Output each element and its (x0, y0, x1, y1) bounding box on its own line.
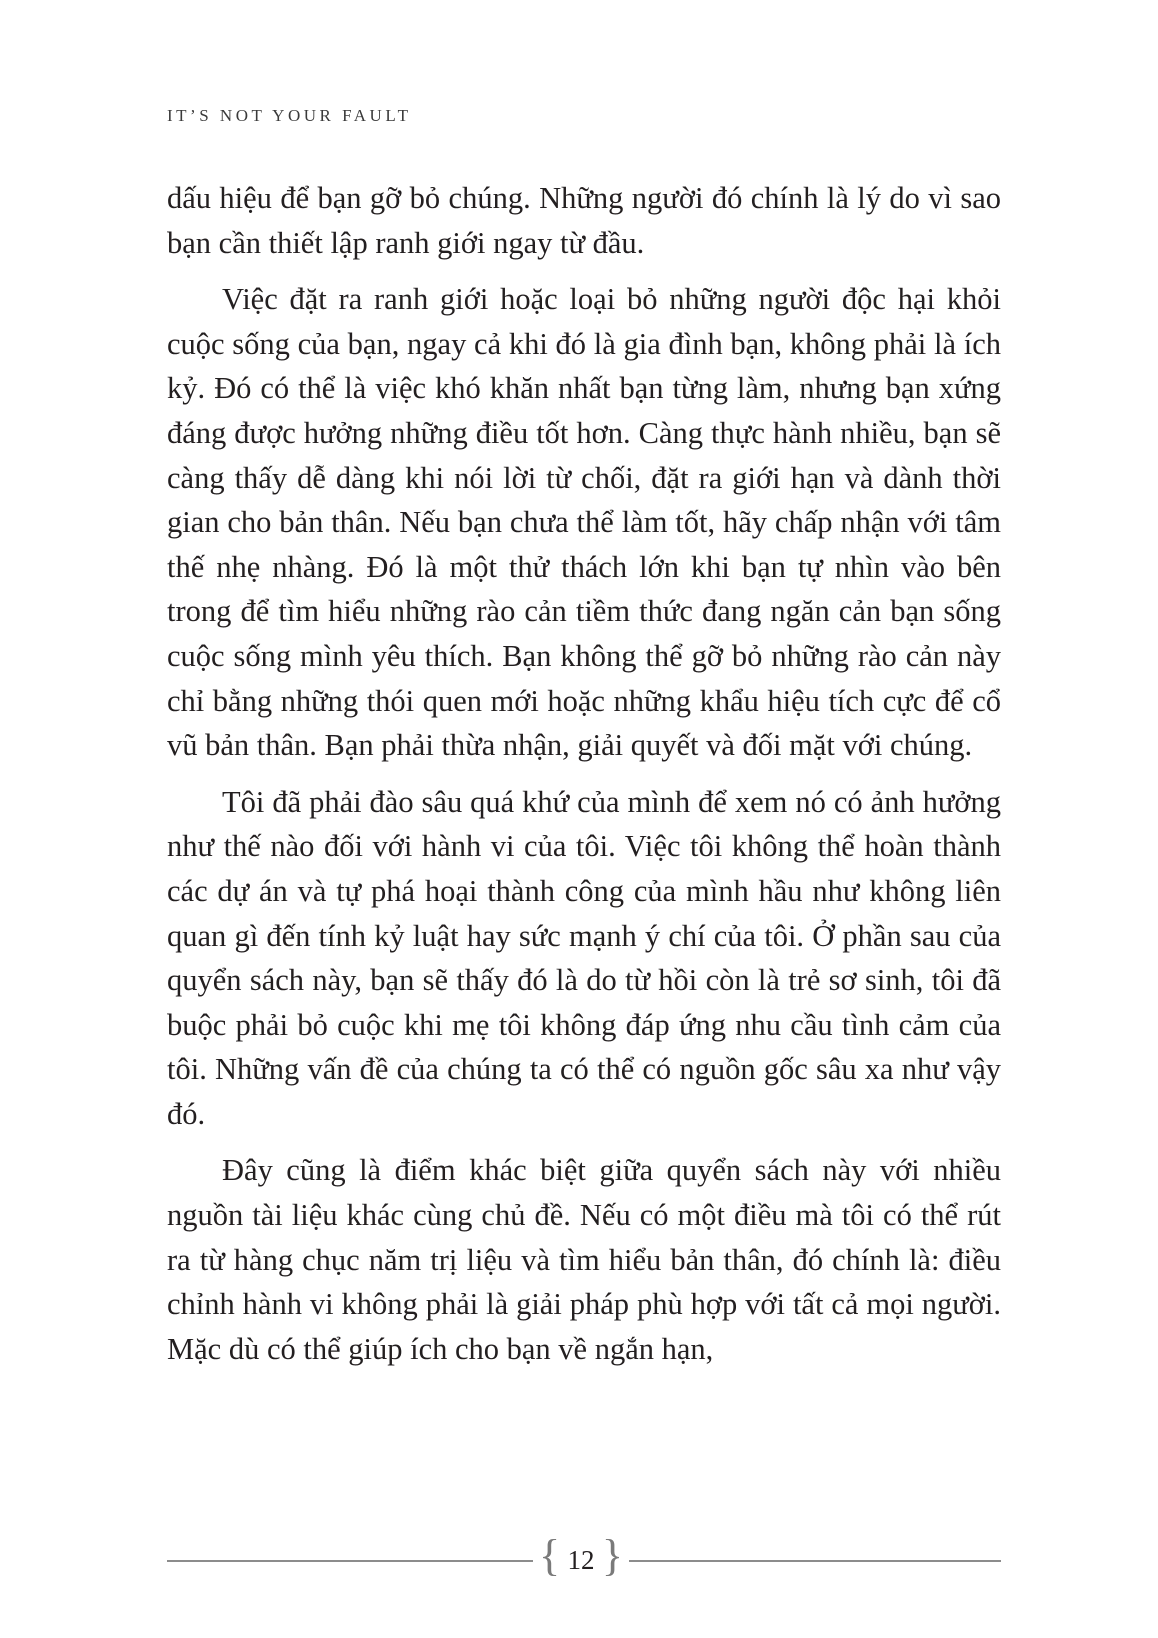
body-text (167, 176, 1001, 1383)
footer-rule-left (167, 1560, 533, 1562)
page-number-frame (539, 1531, 623, 1582)
page-footer (167, 1531, 1001, 1582)
paragraph: Việc đặt ra ranh giới hoặc loại bỏ những người độc hại khỏi cuộc sống của bạn, ngay cả khi đó là gia đình bạn, không phải là ích kỷ. Đó có thể là việc khó khăn nhất bạn từng làm, nhưng bạn xứng đáng được hưởng những điều tốt hơn. Càng thực hành nhiều, bạn sẽ càng thấy dễ dàng khi nói lời từ chối, đặt ra giới hạn và dành thời gian cho bản thân. Nếu bạn chưa thể làm tốt, hãy chấp nhận với tâm thế nhẹ nhàng. Đó là một thử thách lớn khi bạn tự nhìn vào bên trong để tìm hiểu những rào cản tiềm thức đang ngăn cản bạn sống cuộc sống mình yêu thích. Bạn không thể gỡ bỏ những rào cản này chỉ bằng những thói quen mới hoặc những khẩu hiệu tích cực để cổ vũ bản thân. Bạn phải thừa nhận, giải quyết và đối mặt với chúng. (167, 282, 1001, 763)
paragraph-continued: dấu hiệu để bạn gỡ bỏ chúng. Những người đó chính là lý do vì sao bạn cần thiết lập ranh giới ngay từ đầu. (167, 181, 1001, 260)
paragraph: Tôi đã phải đào sâu quá khứ của mình để xem nó có ảnh hưởng như thế nào đối với hành vi của tôi. Việc tôi không thể hoàn thành các dự án và tự phá hoại thành công của mình hầu như không liên quan gì đến tính kỷ luật hay sức mạnh ý chí của tôi. Ở phần sau của quyển sách này, bạn sẽ thấy đó là do từ hồi còn là trẻ sơ sinh, tôi đã buộc phải bỏ cuộc khi mẹ tôi không đáp ứng nhu cầu tình cảm của tôi. Những vấn đề của chúng ta có thể có nguồn gốc sâu xa như vậy đó. (167, 784, 1001, 1131)
close-brace-ornament: } (601, 1531, 623, 1580)
open-brace-ornament: { (539, 1531, 561, 1580)
page-number: 12 (567, 1545, 595, 1575)
footer-rule-right (629, 1560, 1001, 1562)
running-header: IT’S NOT YOUR FAULT (167, 106, 412, 125)
paragraph: Đây cũng là điểm khác biệt giữa quyển sách này với nhiều nguồn tài liệu khác cùng chủ đề. Nếu có một điều mà tôi có thể rút ra từ hàng chục năm trị liệu và tìm hiểu bản thân, đó chính là: điều chỉnh hành vi không phải là giải pháp phù hợp với tất cả mọi người. Mặc dù có thể giúp ích cho bạn về ngắn hạn, (167, 1153, 1001, 1366)
